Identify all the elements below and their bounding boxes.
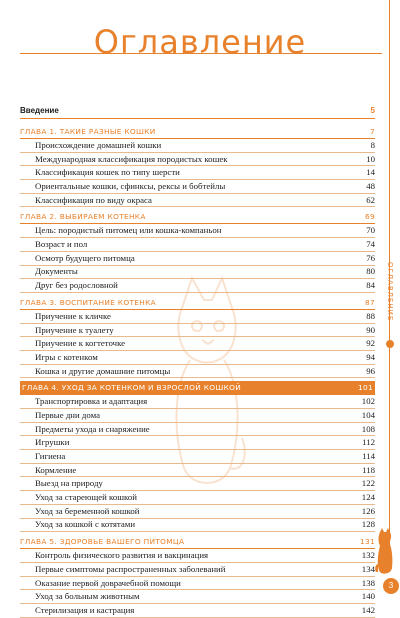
- toc-entry[interactable]: [20, 351, 375, 365]
- toc-entry[interactable]: [20, 337, 375, 351]
- toc-entry[interactable]: [20, 477, 375, 491]
- toc-entry[interactable]: [20, 590, 375, 604]
- toc-entry-page: 10: [366, 153, 375, 164]
- toc-entry-page: 74: [366, 239, 375, 250]
- toc-intro-page: 5: [370, 106, 375, 115]
- toc-entry-label: Игрушки: [35, 437, 70, 448]
- toc-entry-page: 140: [361, 591, 375, 602]
- toc-entry[interactable]: [20, 194, 375, 208]
- toc-entry-label: Первые дни дома: [35, 409, 101, 420]
- toc-entry-label: Возраст и пол: [35, 239, 88, 250]
- toc-entry[interactable]: [20, 279, 375, 293]
- chapter-page: 69: [364, 212, 375, 222]
- toc-entry[interactable]: [20, 166, 375, 180]
- chapter-title: ГЛАВА 4. УХОД ЗА КОТЕНКОМ И ВЗРОСЛОЙ КОШКОЙ: [22, 383, 242, 393]
- toc-entry-page: 114: [362, 451, 375, 462]
- toc-entry-label: Ориентальные кошки, сфинксы, рексы и бобтейлы: [35, 181, 226, 192]
- chapter-page: 7: [369, 127, 375, 136]
- toc-entry-page: 90: [366, 324, 375, 335]
- toc-entry-page: 138: [361, 577, 375, 588]
- toc-entry-page: 76: [366, 252, 375, 263]
- toc-entry-label: Классификация по виду окраса: [35, 194, 152, 205]
- toc-entry[interactable]: [20, 423, 375, 437]
- toc-entry-label: Выезд на природу: [35, 478, 103, 489]
- toc-entry[interactable]: [20, 224, 375, 238]
- toc-entry-page: 128: [361, 519, 375, 530]
- chapter-heading[interactable]: [20, 535, 375, 549]
- toc-entry[interactable]: [20, 450, 375, 464]
- toc-entry-label: Гигиена: [35, 451, 66, 462]
- side-label: ОГЛАВЛЕНИЕ: [386, 262, 394, 322]
- chapter-heading[interactable]: [20, 296, 375, 310]
- toc-entry[interactable]: [20, 464, 375, 478]
- toc-entry-label: Документы: [35, 266, 78, 277]
- toc-entry-page: 14: [366, 167, 375, 178]
- toc-entry-label: Уход за больным животным: [35, 591, 140, 602]
- toc-entry-label: Друг без родословной: [35, 280, 118, 291]
- toc-entry-page: 92: [366, 338, 375, 349]
- toc-entry[interactable]: [20, 310, 375, 324]
- toc-entry[interactable]: [20, 505, 375, 519]
- toc-entry-page: 142: [361, 604, 375, 615]
- chapter-title: ГЛАВА 1. ТАКИЕ РАЗНЫЕ КОШКИ: [20, 127, 156, 136]
- toc-entry-label: Кошка и другие домашние питомцы: [35, 365, 171, 376]
- chapter-list: [20, 125, 375, 618]
- toc-entry-page: 88: [366, 310, 375, 321]
- toc-entry-page: 80: [366, 266, 375, 277]
- toc-entry-page: 112: [362, 437, 375, 448]
- toc-entry-label: Цель: породистый питомец или кошка-компаньон: [35, 225, 222, 236]
- toc-entry[interactable]: [20, 549, 375, 563]
- toc-entry-label: Уход за беременной кошкой: [35, 505, 140, 516]
- toc-entry[interactable]: [20, 563, 375, 577]
- page-title: Оглавление: [93, 23, 307, 62]
- toc-entry-label: Предметы ухода и снаряжение: [35, 423, 150, 434]
- toc-entry-label: Уход за стареющей кошкой: [35, 492, 137, 503]
- chapter-page: 101: [357, 383, 373, 393]
- toc-entry[interactable]: [20, 436, 375, 450]
- toc-intro[interactable]: [20, 104, 375, 119]
- chapter-title: ГЛАВА 3. ВОСПИТАНИЕ КОТЕНКА: [20, 297, 157, 307]
- toc-entry-label: Стерилизация и кастрация: [35, 604, 135, 615]
- toc-entry[interactable]: [20, 395, 375, 409]
- toc-entry-page: 134: [361, 563, 375, 574]
- toc-entry[interactable]: [20, 139, 375, 153]
- toc-entry-label: Осмотр будущего питомца: [35, 252, 135, 263]
- toc-entry[interactable]: [20, 577, 375, 591]
- toc-entry-label: Оказание первой доврачебной помощи: [35, 577, 181, 588]
- toc-entry[interactable]: [20, 491, 375, 505]
- table-of-contents: [20, 104, 375, 618]
- toc-entry[interactable]: [20, 365, 375, 379]
- chapter-heading[interactable]: [20, 125, 375, 139]
- toc-entry-page: 118: [362, 464, 375, 475]
- sidebar-dot: [386, 340, 394, 348]
- toc-entry-page: 84: [366, 280, 375, 291]
- chapter-title: ГЛАВА 2. ВЫБИРАЕМ КОТЕНКА: [20, 212, 146, 222]
- toc-entry-label: Приучение к кличке: [35, 310, 111, 321]
- toc-entry-label: Происхождение домашней кошки: [35, 139, 162, 150]
- toc-entry[interactable]: [20, 153, 375, 167]
- chapter-heading[interactable]: [20, 210, 375, 224]
- toc-entry-page: 96: [366, 365, 375, 376]
- title-divider: [20, 53, 382, 54]
- toc-entry-label: Игры с котенком: [35, 351, 98, 362]
- toc-entry-label: Транспортировка и адаптация: [35, 396, 148, 407]
- toc-entry-page: 108: [361, 423, 375, 434]
- toc-intro-label: Введение: [20, 106, 59, 115]
- toc-entry-page: 94: [366, 351, 375, 362]
- toc-entry[interactable]: [20, 324, 375, 338]
- toc-entry-label: Кормление: [35, 464, 77, 475]
- toc-entry[interactable]: [20, 519, 375, 533]
- toc-entry-label: Международная классификация породистых кошек: [35, 153, 228, 164]
- toc-entry[interactable]: [20, 604, 375, 618]
- toc-entry-page: 126: [361, 505, 375, 516]
- chapter-page: 87: [364, 297, 375, 307]
- chapter-title: ГЛАВА 5. ЗДОРОВЬЕ ВАШЕГО ПИТОМЦА: [20, 537, 185, 547]
- toc-entry[interactable]: [20, 409, 375, 423]
- toc-entry-page: 62: [366, 194, 375, 205]
- toc-entry[interactable]: [20, 252, 375, 266]
- toc-entry-label: Первые симптомы распространенных заболеваний: [35, 563, 226, 574]
- toc-entry[interactable]: [20, 180, 375, 194]
- toc-entry-page: 102: [361, 396, 375, 407]
- toc-entry[interactable]: [20, 266, 375, 280]
- toc-entry[interactable]: [20, 238, 375, 252]
- chapter-page: 131: [359, 537, 375, 547]
- toc-entry-label: Приучение к туалету: [35, 324, 114, 335]
- toc-entry-label: Уход за кошкой с котятами: [35, 519, 136, 530]
- toc-entry-page: 132: [361, 550, 375, 561]
- toc-entry-page: 124: [361, 492, 375, 503]
- toc-entry-page: 104: [361, 409, 375, 420]
- toc-entry-label: Приучение к когтеточке: [35, 338, 126, 349]
- toc-entry-label: Классификация кошек по типу шерсти: [35, 167, 180, 178]
- toc-entry-page: 8: [370, 139, 375, 150]
- toc-entry-page: 48: [366, 181, 375, 192]
- page-number: 3: [383, 578, 399, 594]
- toc-entry-page: 122: [361, 478, 375, 489]
- chapter-heading[interactable]: [20, 381, 375, 395]
- cat-silhouette-icon: [374, 528, 394, 576]
- toc-entry-label: Контроль физического развития и вакцинация: [35, 550, 209, 561]
- toc-entry-page: 70: [366, 225, 375, 236]
